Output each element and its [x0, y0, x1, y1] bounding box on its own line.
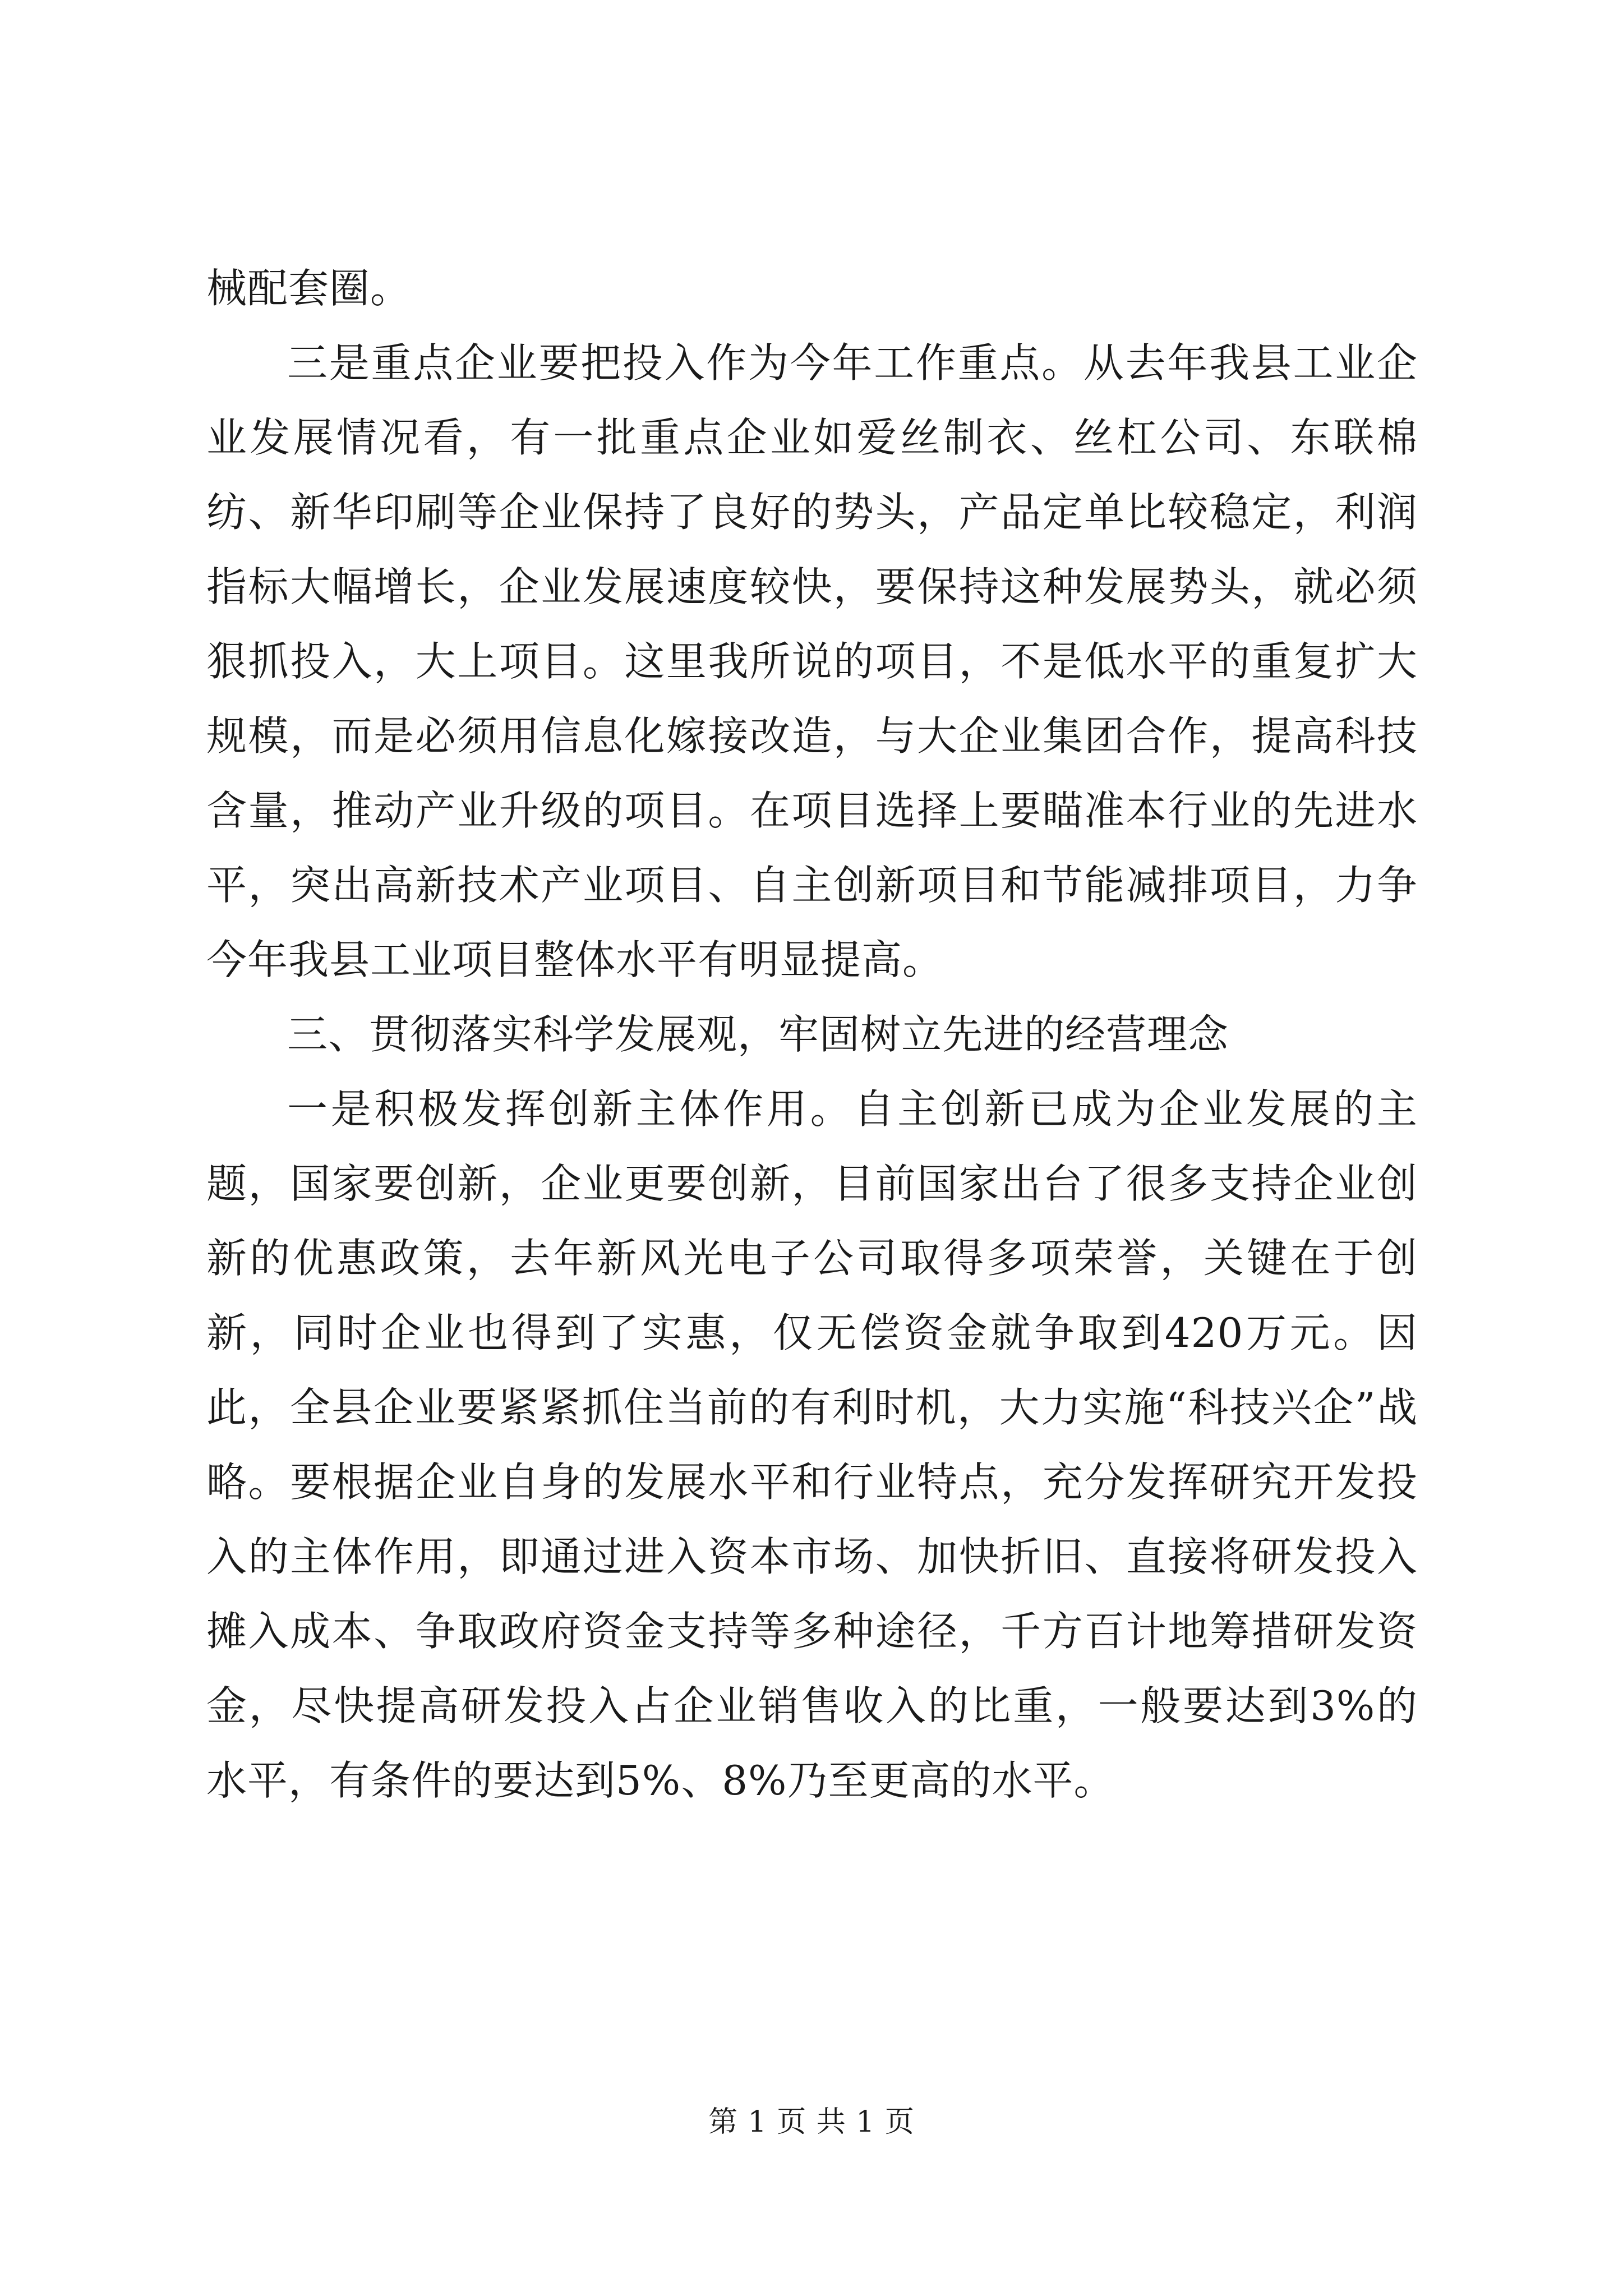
document-body — [206, 251, 1418, 1818]
paragraph-1: 械配套圈。 — [206, 265, 412, 312]
paragraph-4: 一是积极发挥创新主体作用。自主创新已成为企业发展的主题，国家要创新，企业更要创新，目前国家出台了很多支持企业创新的优惠政策，去年新风光电子公司取得多项荣誉，关键在于创新，同时企业也得到了实惠，仅无偿资金就争取到420万元。因此，全县企业要紧紧抓住当前的有利时机，大力实施“科技兴企”战略。要根据企业自身的发展水平和行业特点，充分发挥研究开发投入的主体作用，即通过进入资本市场、加快折旧、直接将研发投入摊入成本、争取政府资金支持等多种途径，千方百计地筹措研发资金，尽快提高研发投入占企业销售收入的比重，一般要达到3%的水平，有条件的要达到5%、8%乃至更高的水平。 — [206, 1085, 1418, 1804]
paragraph-2: 三是重点企业要把投入作为今年工作重点。从去年我县工业企业发展情况看，有一批重点企业如爱丝制衣、丝杠公司、东联棉纺、新华印刷等企业保持了良好的势头，产品定单比较稳定，利润指标大幅增长，企业发展速度较快，要保持这种发展势头，就必须狠抓投入，大上项目。这里我所说的项目，不是低水平的重复扩大规模，而是必须用信息化嫁接改造，与大企业集团合作，提高科技含量，推动产业升级的项目。在项目选择上要瞄准本行业的先进水平，突出高新技术产业项目、自主创新项目和节能减排项目，力争今年我县工业项目整体水平有明显提高。 — [206, 339, 1418, 983]
page-footer: 第 1 页 共 1 页 — [708, 2105, 915, 2139]
section-heading: 三、贯彻落实科学发展观，牢固树立先进的经营理念 — [287, 1011, 1229, 1058]
